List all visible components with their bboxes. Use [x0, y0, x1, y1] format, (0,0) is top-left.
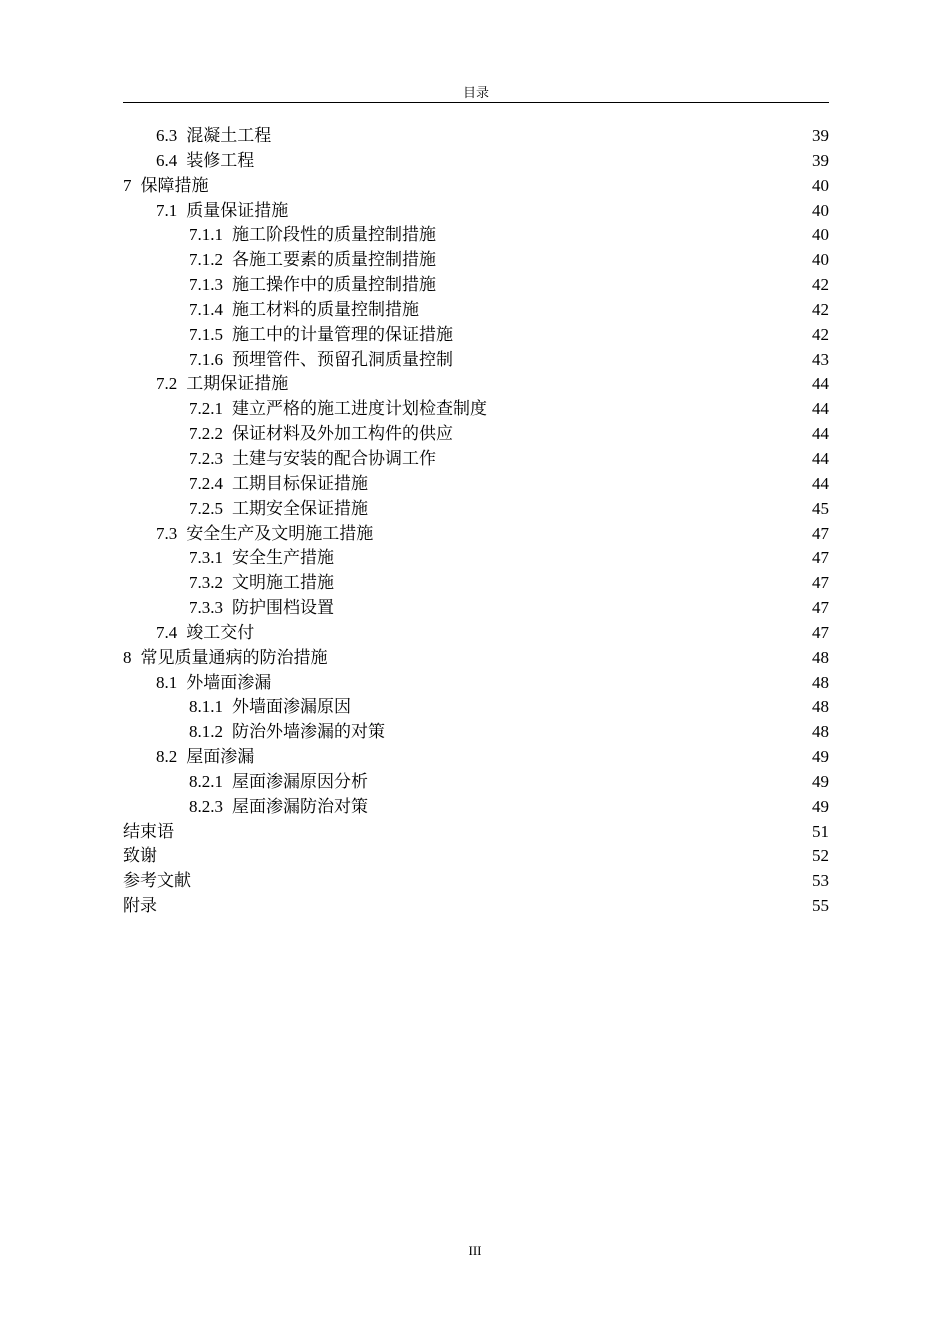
- toc-entry[interactable]: [123, 621, 829, 646]
- toc-entry-title: 建立严格的施工进度计划检查制度: [232, 399, 487, 419]
- toc-entry-page: 48: [812, 697, 829, 717]
- toc-entry[interactable]: [123, 248, 829, 273]
- toc-entry-heading: [189, 348, 453, 373]
- toc-entry[interactable]: [123, 298, 829, 323]
- toc-entry[interactable]: [123, 223, 829, 248]
- toc-entry-heading: [189, 248, 436, 273]
- toc-entry[interactable]: [123, 372, 829, 397]
- toc-entry-page: 44: [812, 473, 829, 493]
- toc-entry-number: 8.2.3: [189, 796, 223, 816]
- toc-entry[interactable]: [123, 397, 829, 422]
- toc-entry-heading: [189, 447, 436, 472]
- toc-entry[interactable]: [123, 745, 829, 770]
- toc-entry-number: 7.1.5: [189, 324, 223, 344]
- toc-entry-title: 工期安全保证措施: [232, 498, 368, 518]
- toc-entry-page: 49: [812, 771, 829, 791]
- toc-entry-title: 施工材料的质量控制措施: [232, 299, 419, 319]
- toc-entry-title: 参考文献: [123, 871, 191, 891]
- toc-entry[interactable]: [123, 447, 829, 472]
- toc-entry-title: 外墙面渗漏原因: [232, 697, 351, 717]
- toc-entry-number: 7.1.2: [189, 250, 223, 270]
- toc-entry[interactable]: [123, 199, 829, 224]
- toc-entry-title: 施工中的计量管理的保证措施: [232, 324, 453, 344]
- toc-entry-title: 安全生产及文明施工措施: [186, 523, 374, 543]
- toc-entry-title: 致谢: [123, 846, 157, 866]
- toc-entry-number: 7.1: [156, 200, 178, 220]
- header-title: 目录: [462, 85, 489, 100]
- toc-entry-page: 52: [812, 846, 829, 866]
- page-header: [123, 84, 829, 103]
- toc-entry-title: 安全生产措施: [232, 548, 334, 568]
- toc-entry-heading: [189, 273, 436, 298]
- toc-entry-page: 55: [812, 896, 829, 916]
- toc-entry-title: 预埋管件、预留孔洞质量控制: [232, 349, 453, 369]
- toc-entry-heading: [189, 422, 453, 447]
- toc-entry[interactable]: [123, 720, 829, 745]
- toc-entry-page: 44: [812, 424, 829, 444]
- toc-entry[interactable]: [123, 596, 829, 621]
- toc-entry[interactable]: [123, 646, 829, 671]
- toc-entry-title: 质量保证措施: [186, 200, 289, 220]
- toc-entry-heading: [156, 621, 254, 646]
- toc-entry-page: 44: [812, 399, 829, 419]
- toc-entry-page: 40: [812, 200, 829, 220]
- toc-entry-page: 47: [812, 598, 829, 618]
- toc-entry-number: 7.3.2: [189, 573, 223, 593]
- toc-entry-page: 39: [812, 150, 829, 170]
- toc-entry-page: 42: [812, 299, 829, 319]
- toc-entry-title: 各施工要素的质量控制措施: [232, 250, 436, 270]
- toc-entry-heading: [189, 546, 334, 571]
- toc-entry-title: 工期保证措施: [186, 374, 289, 394]
- toc-entry[interactable]: [123, 472, 829, 497]
- toc-entry-title: 装修工程: [186, 150, 255, 170]
- toc-entry-title: 防治外墙渗漏的对策: [232, 722, 385, 742]
- toc-entry[interactable]: [123, 174, 829, 199]
- toc-entry[interactable]: [123, 149, 829, 174]
- toc-entry-number: 7.1.4: [189, 299, 223, 319]
- toc-entry-number: 8.1: [156, 672, 178, 692]
- toc-entry-title: 保障措施: [140, 175, 209, 195]
- toc-entry-title: 外墙面渗漏: [186, 672, 272, 692]
- toc-entry-page: 40: [812, 175, 829, 195]
- toc-entry-title: 土建与安装的配合协调工作: [232, 448, 436, 468]
- toc-entry-number: 8.2.1: [189, 771, 223, 791]
- toc-entry-page: 39: [812, 126, 829, 145]
- toc-entry-page: 48: [812, 647, 829, 667]
- toc-entry-number: 7.2.3: [189, 448, 223, 468]
- toc-entry-heading: [189, 596, 334, 621]
- toc-entry[interactable]: [123, 522, 829, 547]
- toc-entry-title: 屋面渗漏防治对策: [232, 796, 368, 816]
- toc-entry[interactable]: [123, 770, 829, 795]
- toc-entry[interactable]: [123, 124, 829, 149]
- toc-entry-heading: [156, 372, 288, 397]
- toc-entry-heading: [189, 472, 368, 497]
- toc-entry-number: 7.3: [156, 523, 178, 543]
- toc-entry[interactable]: [123, 844, 829, 869]
- toc-entry-number: 7.3.3: [189, 598, 223, 618]
- toc-entry-heading: [189, 323, 453, 348]
- toc-entry[interactable]: [123, 571, 829, 596]
- toc-entry-number: 7.1.1: [189, 225, 223, 245]
- toc-entry-number: 8: [123, 647, 132, 667]
- toc-entry-title: 屋面渗漏: [186, 747, 255, 767]
- toc-entry-title: 工期目标保证措施: [232, 473, 368, 493]
- toc-entry-page: 47: [812, 573, 829, 593]
- toc-entry-number: 7.3.1: [189, 548, 223, 568]
- toc-entry-heading: [189, 720, 385, 745]
- toc-entry-page: 42: [812, 324, 829, 344]
- toc-entry-number: 8.1.2: [189, 722, 223, 742]
- toc-entry-number: 8.1.1: [189, 697, 223, 717]
- toc-entry-number: 7.2.2: [189, 424, 223, 444]
- toc-entry-title: 竣工交付: [186, 622, 255, 642]
- toc-entry-heading: [189, 695, 351, 720]
- toc-entry-page: 51: [812, 821, 829, 841]
- toc-entry-page: 49: [812, 796, 829, 816]
- toc-entry-number: 7.2.1: [189, 399, 223, 419]
- toc-entry-title: 文明施工措施: [232, 573, 334, 593]
- toc-entry[interactable]: [123, 869, 829, 894]
- toc-entry-page: 44: [812, 448, 829, 468]
- toc-entry-number: 7.2.4: [189, 473, 223, 493]
- toc-entry-page: 47: [812, 523, 829, 543]
- toc-entry-heading: [156, 522, 373, 547]
- toc-entry-number: 8.2: [156, 747, 178, 767]
- toc-entry-number: 7.2.5: [189, 498, 223, 518]
- toc-entry-title: 常见质量通病的防治措施: [140, 647, 328, 667]
- toc-entry-title: 保证材料及外加工构件的供应: [232, 424, 453, 444]
- toc-entry[interactable]: [123, 546, 829, 571]
- toc-entry-heading: [156, 149, 254, 174]
- toc-entry-page: 48: [812, 722, 829, 742]
- toc-entry-number: 7.1.6: [189, 349, 223, 369]
- toc-entry-page: 40: [812, 225, 829, 245]
- toc-entry-title: 施工操作中的质量控制措施: [232, 275, 436, 295]
- page-footer: [0, 1243, 950, 1259]
- toc-entry-title: 施工阶段性的质量控制措施: [232, 225, 436, 245]
- toc-entry-heading: [189, 770, 368, 795]
- toc-entry[interactable]: [123, 323, 829, 348]
- toc-entry-heading: [189, 571, 334, 596]
- toc-entry-page: 45: [812, 498, 829, 518]
- toc-entry[interactable]: [123, 795, 829, 820]
- toc-entry-number: 7: [123, 175, 132, 195]
- toc-entry-heading: [123, 174, 209, 199]
- toc-entry-page: 40: [812, 250, 829, 270]
- toc-entry-number: 6.4: [156, 150, 178, 170]
- toc-entry-heading: [156, 671, 271, 696]
- toc-entry-title: 附录: [123, 896, 157, 916]
- toc-entry[interactable]: [123, 422, 829, 447]
- toc-entry-heading: [156, 745, 254, 770]
- toc-entry-number: 7.1.3: [189, 275, 223, 295]
- toc-entry-page: 49: [812, 747, 829, 767]
- toc-entry-heading: [189, 397, 487, 422]
- toc-entry-number: 7.4: [156, 622, 178, 642]
- toc-entry-heading: [189, 497, 368, 522]
- toc-entry-heading: [123, 869, 191, 894]
- toc-entry-page: 43: [812, 349, 829, 369]
- toc-entry-page: 47: [812, 548, 829, 568]
- toc-entry-page: 53: [812, 871, 829, 891]
- toc-entry-number: 6.3: [156, 126, 178, 145]
- toc-entry[interactable]: [123, 671, 829, 696]
- toc-entry-title: 防护围档设置: [232, 598, 334, 618]
- toc-entry[interactable]: [123, 348, 829, 373]
- toc-entry-heading: [189, 223, 436, 248]
- toc-entry-page: 44: [812, 374, 829, 394]
- toc-entry-heading: [189, 795, 368, 820]
- toc-entry-heading: [189, 298, 419, 323]
- toc-entry[interactable]: [123, 894, 829, 919]
- toc-entry-heading: [123, 820, 174, 845]
- toc-entry-heading: [156, 199, 288, 224]
- toc-entry-heading: [123, 844, 157, 869]
- toc-entry-title: 屋面渗漏原因分析: [232, 771, 368, 791]
- table-of-contents: [123, 124, 829, 919]
- toc-entry[interactable]: [123, 695, 829, 720]
- toc-entry[interactable]: [123, 497, 829, 522]
- toc-entry-heading: [156, 124, 271, 149]
- toc-entry-number: 7.2: [156, 374, 178, 394]
- toc-entry[interactable]: [123, 273, 829, 298]
- toc-entry-page: 42: [812, 275, 829, 295]
- toc-entry-heading: [123, 646, 328, 671]
- toc-entry[interactable]: [123, 820, 829, 845]
- toc-entry-heading: [123, 894, 157, 919]
- page-number: III: [468, 1243, 482, 1258]
- toc-entry-title: 结束语: [123, 821, 174, 841]
- toc-entry-title: 混凝土工程: [186, 126, 272, 145]
- toc-entry-page: 47: [812, 622, 829, 642]
- toc-entry-page: 48: [812, 672, 829, 692]
